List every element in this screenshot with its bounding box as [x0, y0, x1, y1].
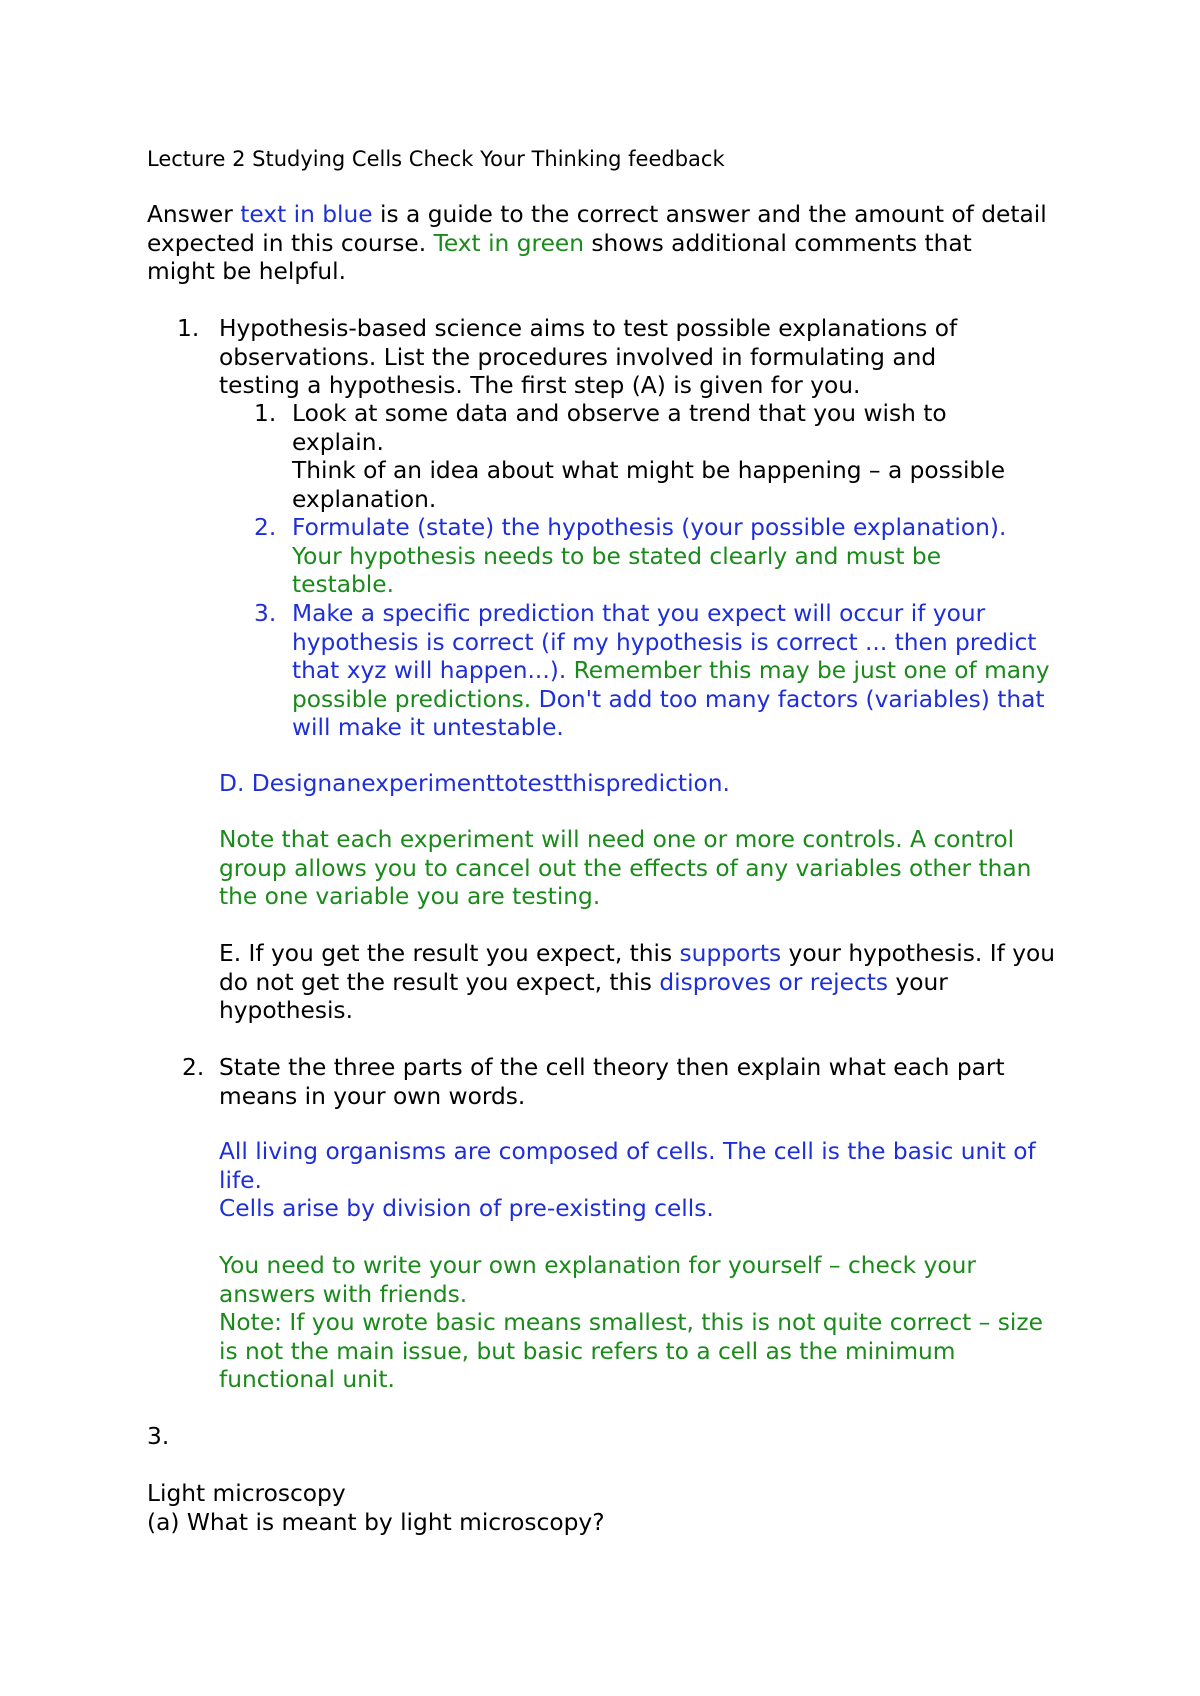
q1-step-1-line2: Think of an idea about what might be happening – a possible explanation.	[292, 457, 1006, 513]
q1-e-rejects: disproves or rejects	[659, 968, 889, 996]
document-title: Lecture 2 Studying Cells Check Your Thinking feedback	[147, 147, 725, 171]
q2-answer-2: Cells arise by division of pre-existing cells.	[219, 1195, 714, 1222]
q3-section	[147, 1480, 987, 1537]
q2-comment-1: You need to write your own explanation for yourself – check your answers with friends.	[219, 1252, 976, 1308]
q1-e-text: your hypothesis.	[219, 968, 948, 1024]
q1-step-2-comment: Your hypothesis needs to be stated clearly and must be testable.	[292, 542, 942, 598]
q2-question: State the three parts of the cell theory then explain what each part means in your own words.	[219, 1054, 1005, 1110]
intro-green-text: Text in green	[433, 229, 585, 257]
q1-number: 1.	[177, 315, 200, 342]
q1-step-1-line1: Look at some data and observe a trend that you wish to explain.	[292, 400, 947, 456]
q1-step-2-answer: Formulate (state) the hypothesis (your possible explanation).	[292, 514, 1007, 541]
intro-paragraph	[147, 201, 1047, 287]
q1-step-3-comment: Remember this may be just one of many possible predictions.	[292, 657, 1050, 713]
q3-subquestion: (a) What is meant by light microscopy?	[147, 1508, 605, 1536]
intro-blue-text: text in blue	[240, 201, 373, 228]
intro-text: Answer	[147, 201, 241, 228]
q3-number: 3.	[147, 1423, 170, 1450]
q2-number: 2.	[182, 1054, 205, 1081]
q1-control-note: Note that each experiment will need one or more controls. A control group allows you to cancel out the effects of any variables other than the one variable you are testing.	[219, 826, 1032, 910]
q1-e-supports: supports	[679, 940, 782, 967]
q1-step-2	[292, 514, 1042, 600]
q1-e-text: your hypothesis. If you do not get the result you expect, this	[219, 940, 1056, 996]
q2-comment	[219, 1252, 1059, 1395]
q2-answer	[219, 1138, 1059, 1224]
q1-question: Hypothesis-based science aims to test possible explanations of observations. List the procedures involved in formulating and testing a hypothesis. The first step (A) is given for you.	[219, 315, 958, 399]
q1-step-2-number: 2.	[254, 514, 277, 541]
q1-step-3-answer-2: Don't add too many factors (variables) that will make it untestable.	[292, 685, 1045, 741]
q1-step-3	[292, 600, 1052, 743]
q2-answer-1: All living organisms are composed of cells. The cell is the basic unit of life.	[219, 1138, 1036, 1194]
q1-step-3-number: 3.	[254, 600, 277, 627]
q1-e-text: E. If you get the result you expect, this	[219, 940, 680, 967]
q1-step-d: D. Designanexperimenttotestthisprediction.	[219, 770, 730, 797]
intro-text: is a guide to the correct answer and the amount of detail expected in this course.	[147, 201, 1047, 257]
q1-step-e	[219, 940, 1059, 1026]
intro-text: shows additional comments that might be helpful.	[147, 229, 972, 285]
q1-step-3-answer: Make a specific prediction that you expect will occur if your hypothesis is correct (if my hypothesis is correct ... then predict that xyz will happen...).	[292, 600, 1037, 684]
q1-step-1-number: 1.	[254, 400, 277, 427]
q2-comment-2: Note: If you wrote basic means smallest, this is not quite correct – size is not the main issue, but basic refers to a cell as the minimum functional unit.	[219, 1309, 1043, 1393]
q1-step-1	[292, 400, 1042, 514]
q3-heading: Light microscopy	[147, 1480, 346, 1507]
